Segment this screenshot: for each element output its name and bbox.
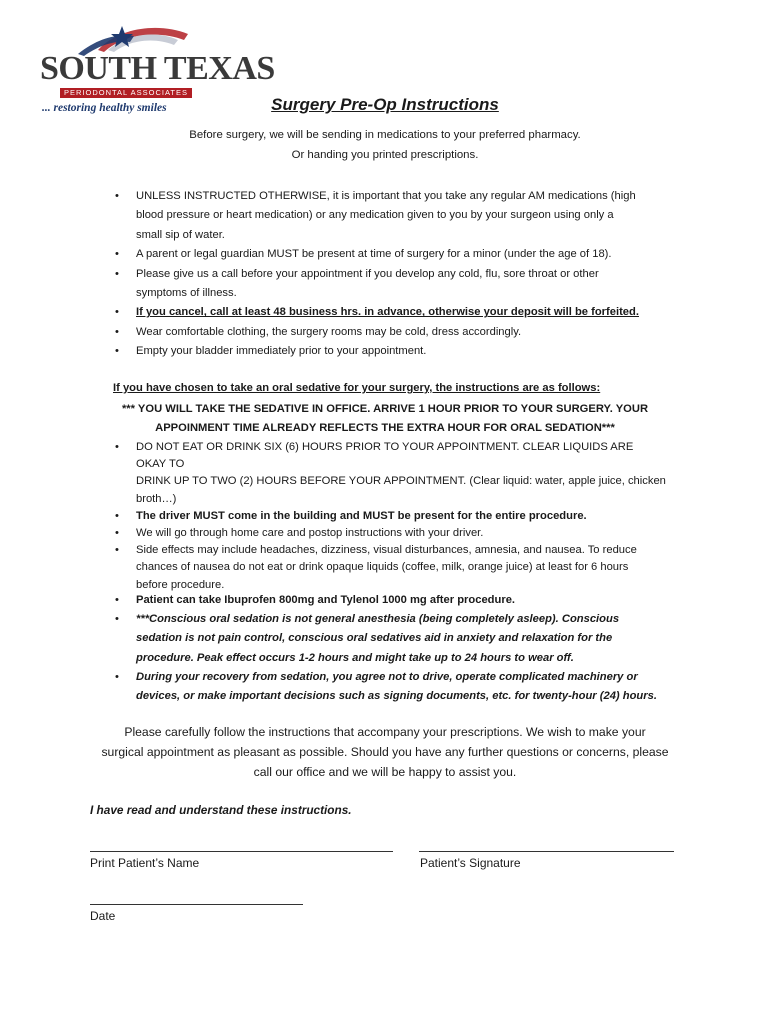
sedation-notice [100, 400, 670, 438]
signature-line[interactable] [419, 851, 674, 852]
line: During your recovery from sedation, you agree not to drive, operate complicated machinery or [136, 670, 638, 683]
list-item: • Patient can take Ibuprofen 800mg and Tylenol 1000 mg after procedure. [115, 594, 516, 606]
line: blood pressure or heart medication) or any medication given to you by your surgeon using only a [136, 209, 614, 222]
line: chances of nausea do not eat or drink opaque liquids (coffee, milk, orange juice) at least for 6 hours [136, 561, 629, 574]
page-title: Surgery Pre-Op Instructions [271, 95, 499, 114]
line: Side effects may include headaches, dizziness, visual disturbances, amnesia, and nausea. To reduce [136, 544, 637, 557]
line: DO NOT EAT OR DRINK SIX (6) HOURS PRIOR TO YOUR APPOINTMENT. CLEAR LIQUIDS ARE OKAY TO [136, 441, 634, 471]
company-logo [38, 20, 275, 114]
line: broth…) [136, 492, 177, 505]
logo-name: SOUTH TEXAS [40, 50, 275, 87]
signature-label: Patient’s Signature [420, 856, 521, 870]
line: procedure. Peak effect occurs 1-2 hours and might take up to 24 hours to wear off. [136, 651, 574, 664]
line: before procedure. [136, 578, 225, 591]
date-line[interactable] [90, 904, 303, 905]
list-item: • DO NOT EAT OR DRINK SIX (6) HOURS PRIOR TO YOUR APPOINTMENT. CLEAR LIQUIDS ARE OKAY TO DRINK UP TO TWO (2) HOURS BEFORE YOUR APPOINTMENT. (Clear liquid: water, apple juice, chicken broth…) [115, 441, 666, 505]
list-item: • If you cancel, call at least 48 business hrs. in advance, otherwise your deposit will be forfeited. [115, 306, 639, 319]
list-item: • Empty your bladder immediately prior to your appointment. [115, 345, 427, 358]
logo-tagline: ... restoring healthy smiles [42, 102, 167, 114]
line: ***Conscious oral sedation is not general anesthesia (being completely asleep). Conscious [136, 613, 620, 626]
list-item: • Please give us a call before your appointment if you develop any cold, flu, sore throat or other symptoms of illness. [115, 267, 599, 300]
notice-line: APPOINMENT TIME ALREADY REFLECTS THE EXTRA HOUR FOR ORAL SEDATION*** [155, 422, 615, 434]
list-item: • ***Conscious oral sedation is not general anesthesia (being completely asleep). Conscious sedation is not pain control, conscious oral sedatives aid in anxiety and relaxation for the procedure. Peak effect occurs 1-2 hours and might take up to 24 hours to wear off. [115, 613, 620, 664]
line: Wear comfortable clothing, the surgery rooms may be cold, dress accordingly. [136, 325, 522, 338]
list-item: • A parent or legal guardian MUST be present at time of surgery for a minor (under the age of 18). [115, 248, 612, 261]
date-label: Date [90, 909, 116, 923]
list-item: • We will go through home care and postop instructions with your driver. [115, 527, 484, 540]
line: Empty your bladder immediately prior to your appointment. [136, 345, 427, 358]
line: DRINK UP TO TWO (2) HOURS BEFORE YOUR APPOINTMENT. (Clear liquid: water, apple juice, chicken [136, 475, 666, 488]
intro-line: Before surgery, we will be sending in medications to your preferred pharmacy. [189, 129, 581, 141]
line: symptoms of illness. [136, 287, 237, 300]
acknowledgement: I have read and understand these instructions. [90, 803, 352, 817]
print-name-line[interactable] [90, 851, 393, 852]
sedation-heading: If you have chosen to take an oral sedative for your surgery, the instructions are as follows: [113, 382, 601, 394]
list-item: • During your recovery from sedation, you agree not to drive, operate complicated machinery or devices, or make important decisions such as signing documents, etc. for twenty-hour (24) hours. [115, 670, 657, 703]
list-item: • UNLESS INSTRUCTED OTHERWISE, it is important that you take any regular AM medications (high blood pressure or heart medication) or any medication given to you by your surgeon using only a small sip of water. [115, 190, 636, 241]
list-item: • Side effects may include headaches, dizziness, visual disturbances, amnesia, and nausea. To reduce chances of nausea do not eat or drink opaque liquids (coffee, milk, orange juice) at least for 6 hours before procedure. [115, 544, 637, 591]
line: call our office and we will be happy to assist you. [253, 765, 517, 779]
line: A parent or legal guardian MUST be present at time of surgery for a minor (under the age of 18). [136, 248, 612, 261]
closing-paragraph [80, 722, 690, 782]
intro-line: Or handing you printed prescriptions. [291, 149, 479, 161]
line: We will go through home care and postop instructions with your driver. [136, 527, 484, 540]
print-name-label: Print Patient’s Name [90, 856, 200, 870]
list-item: • The driver MUST come in the building and MUST be present for the entire procedure. [115, 509, 587, 522]
post-procedure-list [0, 591, 666, 706]
sedation-list [0, 439, 666, 594]
line: surgical appointment as pleasant as possible. Should you have any further questions or concerns, please [101, 745, 669, 759]
line: small sip of water. [136, 228, 225, 241]
list-item: • Wear comfortable clothing, the surgery rooms may be cold, dress accordingly. [115, 325, 522, 338]
cancellation-policy: If you cancel, call at least 48 business hrs. in advance, otherwise your deposit will be forfeited. [136, 306, 639, 319]
line: sedation is not pain control, conscious oral sedatives aid in anxiety and relaxation for the [136, 632, 613, 645]
line: UNLESS INSTRUCTED OTHERWISE, it is important that you take any regular AM medications (high [136, 190, 636, 202]
line: The driver MUST come in the building and MUST be present for the entire procedure. [136, 509, 587, 522]
line: Please give us a call before your appointment if you develop any cold, flu, sore throat or other [136, 267, 599, 280]
line: Patient can take Ibuprofen 800mg and Tylenol 1000 mg after procedure. [136, 594, 516, 606]
line: devices, or make important decisions such as signing documents, etc. for twenty-hour (24) hours. [136, 690, 657, 703]
logo-subtitle: PERIODONTAL ASSOCIATES [60, 88, 192, 98]
notice-line: *** YOU WILL TAKE THE SEDATIVE IN OFFICE. ARRIVE 1 HOUR PRIOR TO YOUR SURGERY. YOUR [121, 403, 649, 415]
line: Please carefully follow the instructions that accompany your prescriptions. We wish to make your [124, 725, 646, 739]
instruction-list [0, 187, 666, 362]
